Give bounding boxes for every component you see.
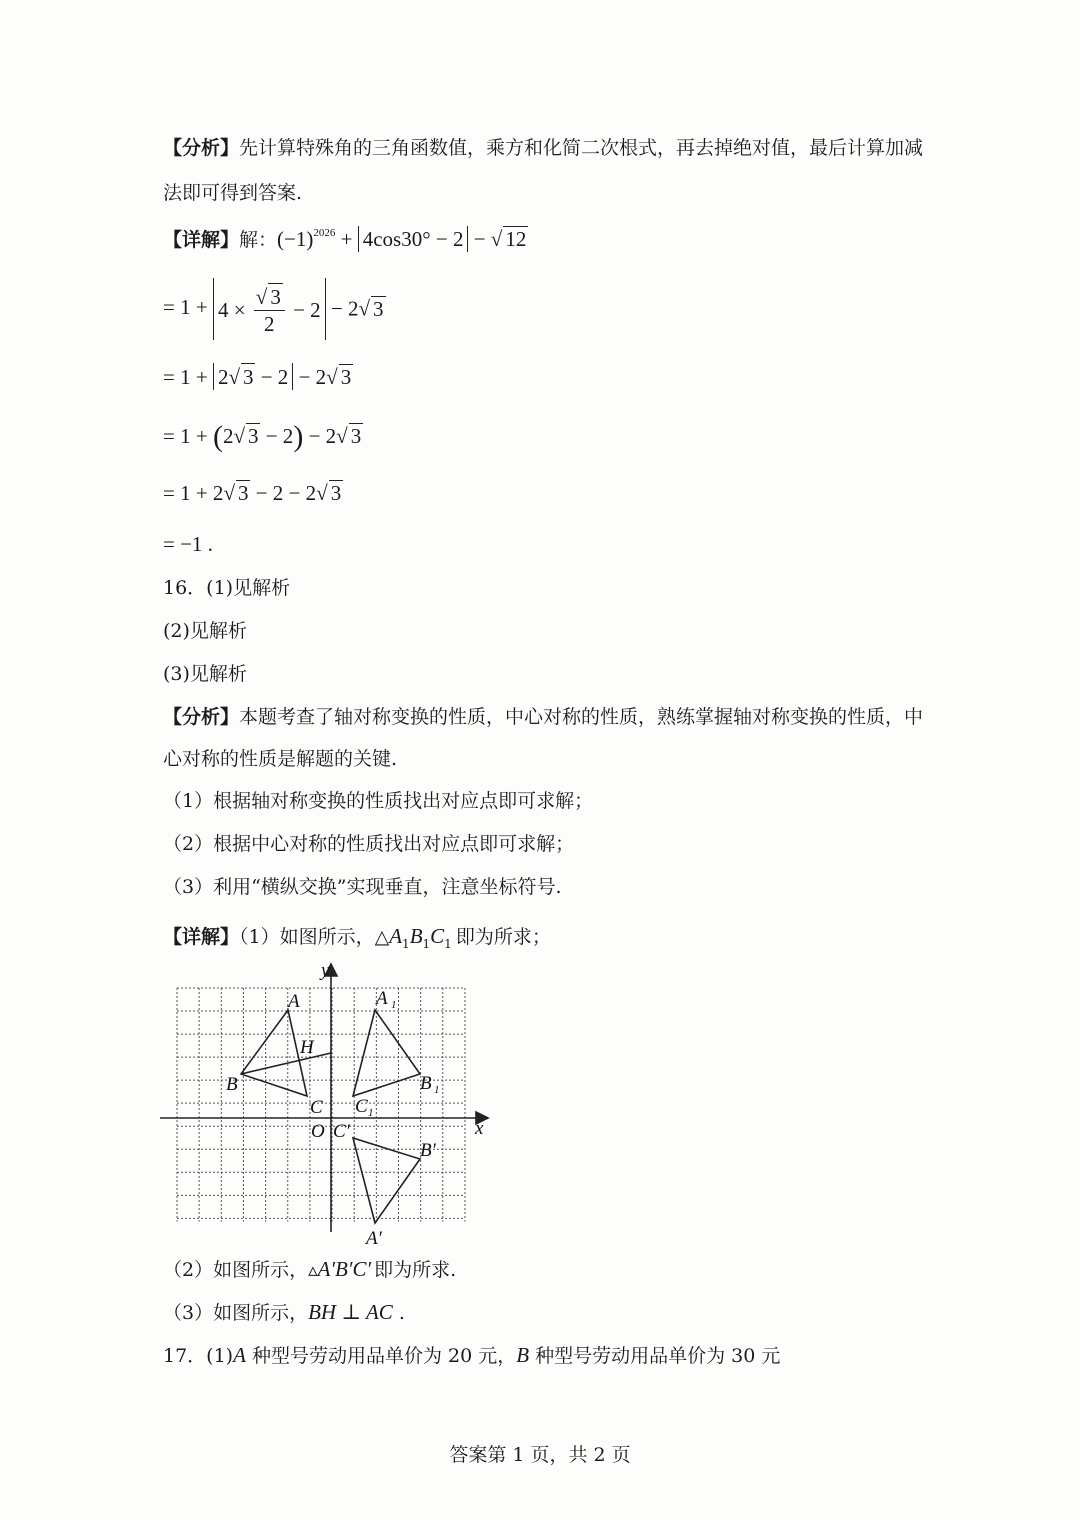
triangle-A1B1C1 — [353, 1010, 420, 1096]
analysis-15-line1 — [163, 133, 923, 160]
problem-expression: $(-1)^{2026} + 4\cos 30^\circ - 2$ − √ 12 — [277, 227, 527, 251]
coordinate-grid-figure — [150, 960, 495, 1250]
q17-part1: 17．(1)A 种型号劳动用品单价为 20 元，B 种型号劳动用品单价为 30 元 — [163, 1343, 781, 1367]
step-1: = 1 + 4 × $\frac{√ 3}{2}$ − 2 − 2√ 3 — [163, 278, 386, 340]
analysis-text: 先计算特殊角的三角函数值，乘方和化简二次根式，再去掉绝对值，最后计算加减 — [239, 137, 924, 159]
analysis-15-line2: 法即可得到答案. — [163, 182, 303, 204]
label-y: y — [321, 960, 330, 981]
detail-tag: 【详解】 — [163, 229, 240, 251]
analysis-16-line1: 【分析】本题考查了轴对称变换的性质，中心对称的性质，熟练掌握轴对称变换的性质，中 — [163, 706, 924, 728]
label-C1: C — [355, 1096, 368, 1117]
q16-part3: (3)见解析 — [163, 663, 247, 685]
analysis-16-item2: （2）根据中心对称的性质找出对应点即可求解； — [163, 833, 575, 855]
triangle-ABC — [241, 1010, 307, 1096]
label-A1-sub: 1 — [391, 999, 397, 1011]
label-Ap: A′ — [366, 1228, 382, 1249]
label-O: O — [311, 1121, 325, 1142]
label-H: H — [300, 1037, 314, 1058]
analysis-tag: 【分析】 — [163, 706, 240, 728]
detail-16-line2: （2）如图所示，▵A′B′C′ 即为所求. — [163, 1257, 457, 1281]
q16-part2: (2)见解析 — [163, 620, 247, 642]
label-B: B — [226, 1074, 238, 1095]
detail-16-line1: 【详解】（1）如图所示，$\triangle A_1B_1C_1$ 即为所求； — [163, 924, 551, 951]
step-3: = 1 + (2√ 3 − 2) − 2√ 3 — [163, 420, 362, 453]
q16-part1: 16．(1)见解析 — [163, 577, 291, 599]
detail-tag: 【详解】 — [163, 926, 240, 948]
step-2: = 1 + 2√ 3 − 2 − 2√ 3 — [163, 365, 352, 389]
triangle-ApBpCp — [353, 1138, 420, 1223]
step-5: = −1 . — [163, 532, 213, 556]
label-C1-sub: 1 — [368, 1107, 374, 1119]
label-x: x — [475, 1118, 484, 1139]
detail-15-line: 【详解】解：$(-1)^{2026} + 4\cos 30^\circ - 2$ − √ 12 — [163, 227, 527, 251]
analysis-tag: 【分析】 — [163, 137, 240, 159]
analysis-16-item1: （1）根据轴对称变换的性质找出对应点即可求解； — [163, 790, 594, 812]
analysis-16-line2: 心对称的性质是解题的关键. — [163, 748, 398, 770]
label-Bp: B′ — [420, 1140, 436, 1161]
step-4: = 1 + 2√ 3 − 2 − 2√ 3 — [163, 481, 342, 505]
label-B1: B — [420, 1073, 432, 1094]
analysis-16-item3: （3）利用“横纵交换”实现垂直，注意坐标符号. — [163, 876, 562, 898]
detail-16-line3: （3）如图所示，BH ⊥ AC . — [163, 1300, 405, 1324]
label-A1: A — [376, 988, 388, 1009]
label-B1-sub: 1 — [434, 1084, 440, 1096]
label-C: C — [310, 1097, 323, 1118]
label-A: A — [288, 991, 300, 1012]
page-footer: 答案第 1 页，共 2 页 — [449, 1444, 631, 1466]
label-Cp: C′ — [333, 1121, 350, 1142]
